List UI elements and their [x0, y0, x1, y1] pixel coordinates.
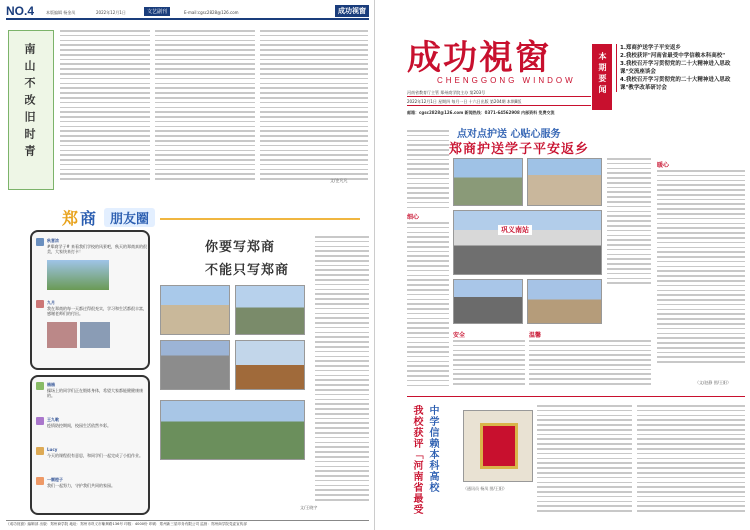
header-editor: 本版编辑 杨金凤: [46, 10, 76, 15]
vertical-title: 南山不改旧时青: [23, 43, 36, 162]
moment-name: 王九歌: [47, 417, 59, 422]
pengyou-header: [56, 206, 366, 228]
header-date: 2022年12月1日: [96, 10, 126, 15]
section-label-3: 安全: [453, 332, 466, 339]
feature-photo-4: [527, 279, 602, 324]
vertical-author: 文/史凡凡: [330, 178, 348, 183]
essay-column-1: [60, 30, 150, 188]
article-column-5: [453, 340, 525, 392]
bentou-label: [592, 44, 612, 110]
moment-name: 楠楠: [47, 382, 55, 387]
page-header: [6, 4, 369, 20]
poem-column: [315, 236, 369, 516]
moment-photo: [80, 322, 110, 348]
sidebar-title-2: 中学信赖本科高校: [427, 405, 438, 493]
headlines-box: [592, 44, 744, 110]
bottom-column-2: [637, 405, 745, 520]
feature-title: 郑商护送学子平安返乡: [449, 142, 590, 157]
brand-char-2: 商: [80, 209, 97, 228]
campus-photo-2: [235, 285, 305, 335]
masthead-en: CHENGGONG WINDOW: [437, 76, 576, 85]
avatar: [36, 447, 44, 455]
moment-text: #郑商学子# 来看我们学校的风景吧，秋天的郑商真的很美，大家快来打卡！: [47, 244, 147, 254]
feature-photo-3: [453, 279, 523, 324]
essay-column-2: [155, 30, 255, 188]
campus-photo-1: [160, 285, 230, 335]
campus-photo-5: [160, 400, 305, 460]
page-footer: 《成功视窗》编辑部 出版：郑州商学院 地址：郑州市巩义市紫荆路136号 印数：4000份 印刷：郑州新三星印务有限公司 监督：郑州商学院党委宣传部: [6, 520, 369, 527]
award-photo: [463, 410, 533, 482]
campus-photo-4: [235, 340, 305, 390]
moment-photo: [47, 322, 77, 348]
article-column-1: [407, 130, 449, 212]
poster-byline: 文/王晓宇: [300, 505, 318, 510]
feature-subtitle: 点对点护送 心贴心服务: [457, 129, 561, 140]
reporter-credit: （文/赵静 图/王阳）: [695, 380, 731, 385]
moment-name: 秋意浓: [47, 238, 59, 243]
poster-line-2: 不能只写郑商: [205, 263, 290, 278]
poster-line-1: 你要写郑商: [205, 240, 276, 255]
campus-photo-3: [160, 340, 230, 390]
article-column-1b: [407, 222, 449, 392]
article-column-6: [529, 340, 651, 392]
phone-1: [30, 230, 150, 370]
masthead: [407, 40, 587, 90]
header-email: E-mail:cgsc2828@126.com: [184, 10, 239, 15]
bottom-column-1: [537, 405, 632, 520]
bentou-text: 本期要闻: [598, 52, 607, 96]
masthead-cn: 成功視窗: [407, 38, 551, 78]
moment-text: 我在郑商的每一天都过得很充实，学习和生活都很丰富，感谢老师们的付出。: [47, 306, 147, 316]
moment-text: 今天的课程很有意思，和同学们一起完成了小组作业。: [47, 453, 143, 458]
section-tag: 文艺副刊: [144, 7, 170, 16]
sidebar-title-1: 我校获评「河南省最受: [411, 405, 422, 515]
moment-name: 一颗橙子: [47, 477, 63, 482]
feature-photo-1: [453, 158, 523, 206]
moment-text: 我们一起努力，守护我们共同的家园。: [47, 483, 115, 488]
avatar: [36, 300, 44, 308]
headline-4[interactable]: 4.我校召开学习贯彻党的二十大精神进入思政课"教学改革研讨会: [620, 77, 731, 91]
moment-text: 操场上的同学们正在锻炼身体，希望大家都能健健康康的。: [47, 388, 143, 398]
feature-photo-main: [453, 210, 602, 275]
issue-info: 2022年12月1日 星期四 每月一日 十六日出版 第204期 本期8版: [407, 99, 522, 104]
bottom-divider: [407, 396, 745, 397]
headline-3[interactable]: 3.我校召开学习贯彻党的二十大精神进入思政课"交流座谈会: [620, 61, 731, 75]
moment-photo: [47, 260, 109, 290]
page-number: NO.4: [6, 4, 35, 18]
headline-list: [616, 44, 744, 92]
section-label-2: 暖心: [657, 162, 670, 169]
avatar: [36, 477, 44, 485]
phone-2: [30, 375, 150, 515]
award-plaque: [480, 423, 518, 469]
moment-name: Lucy: [47, 447, 58, 452]
issue-bar: [407, 96, 591, 106]
article-column-4: [657, 170, 745, 370]
feature-photo-2: [527, 158, 602, 206]
pengyou-title: 朋友圈: [104, 208, 155, 227]
article-column-3: [607, 158, 651, 288]
moment-text: 疫情防控期间，校园生活依然多彩。: [47, 423, 111, 428]
title-underline: [160, 218, 360, 220]
moment-name: 九月: [47, 300, 55, 305]
headline-2[interactable]: 2.我校获评"河南省最受中学信赖本科高校": [620, 53, 726, 59]
photo-caption: （通讯员 杨凤 图/王阳）: [463, 486, 507, 491]
front-page: [377, 0, 750, 530]
header-logo: 成功视窗: [335, 5, 369, 17]
avatar: [36, 382, 44, 390]
section-label-4: 温馨: [529, 332, 542, 339]
vertical-title-box: [8, 30, 54, 190]
sidebar-story: [409, 405, 449, 515]
avatar: [36, 417, 44, 425]
contact-info: 邮箱：cgsc2828@126.com 新闻热线：0371-64562908 内部资料 免费交流: [407, 110, 555, 115]
avatar: [36, 238, 44, 246]
bus-station-sign: 巩义南站: [498, 225, 532, 235]
sponsor-info: 河南省教育厅主管 郑州商学院主办 第203号: [407, 90, 486, 95]
poster-title: [205, 236, 315, 281]
headline-1[interactable]: 1.郑商护送学子平安返乡: [620, 45, 681, 51]
brand-char-1: 郑: [62, 209, 79, 228]
essay-column-3: [260, 30, 368, 188]
section-label-1: 细心: [407, 214, 420, 221]
